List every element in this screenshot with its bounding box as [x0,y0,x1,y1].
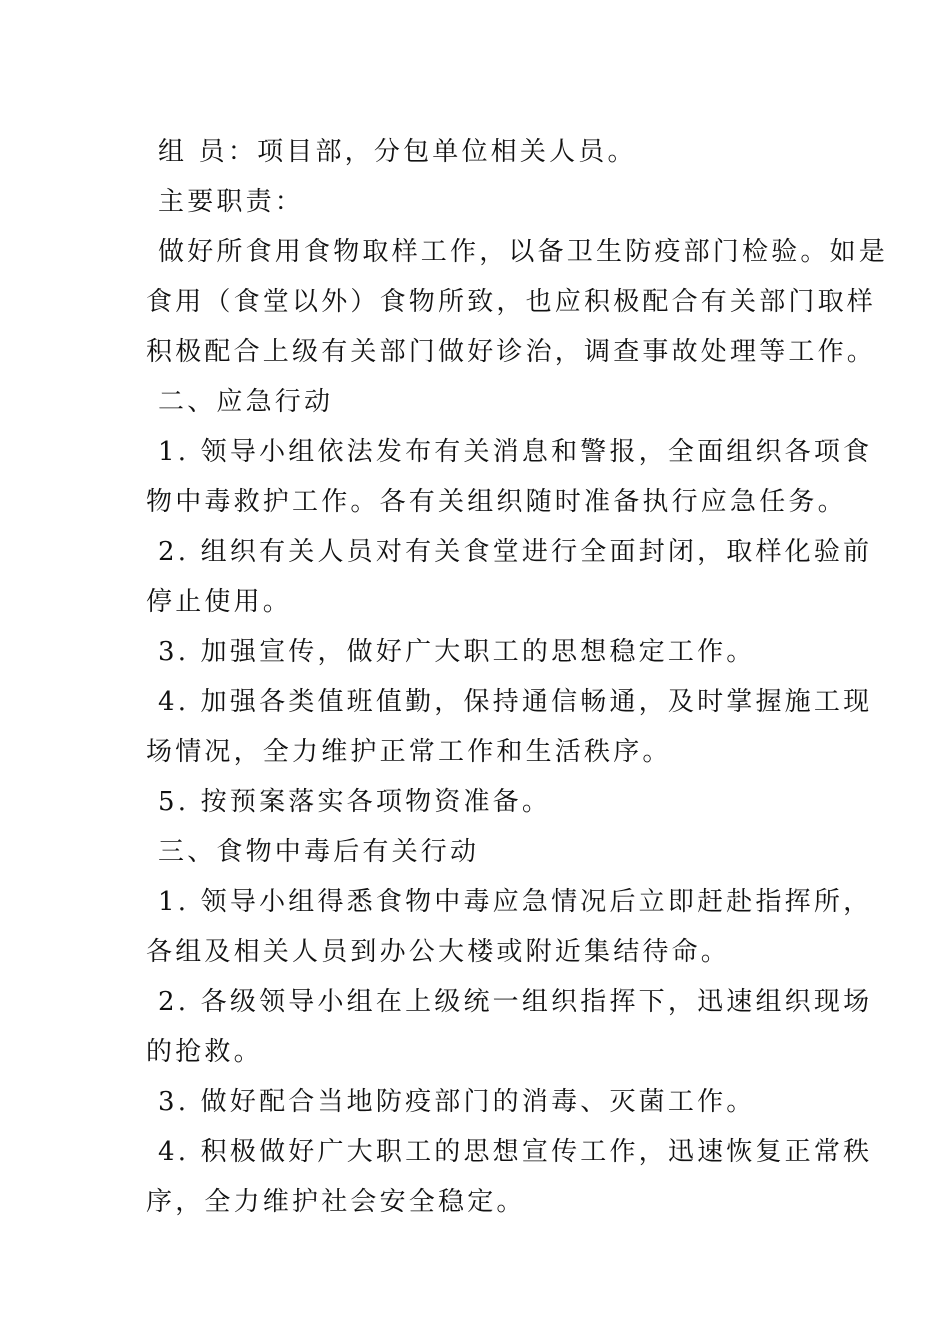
list-item-line: 2. 各级领导小组在上级统一组织指挥下，迅速组织现场 [158,987,873,1017]
section-heading-after-poisoning: 三、食物中毒后有关行动 [158,837,480,867]
section-heading-emergency-action: 二、应急行动 [158,387,334,417]
list-item-line: 5. 按预案落实各项物资准备。 [158,787,552,817]
list-item-line: 1. 领导小组依法发布有关消息和警报，全面组织各项食 [158,437,873,467]
list-item-line: 物中毒救护工作。各有关组织随时准备执行应急任务。 [146,487,847,517]
duties-paragraph-line: 做好所食用食物取样工作，以备卫生防疫部门检验。如是 [158,237,889,267]
list-item-line: 停止使用。 [146,587,293,617]
list-item-line: 4. 积极做好广大职工的思想宣传工作，迅速恢复正常秩 [158,1137,873,1167]
list-item-line: 1. 领导小组得悉食物中毒应急情况后立即赶赴指挥所， [158,887,873,917]
list-item-line: 4. 加强各类值班值勤，保持通信畅通，及时掌握施工现 [158,687,873,717]
duties-paragraph-line: 食用（食堂以外）食物所致，也应积极配合有关部门取样 [146,287,877,317]
list-item-line: 2. 组织有关人员对有关食堂进行全面封闭，取样化验前 [158,537,873,567]
list-item-line: 3. 做好配合当地防疫部门的消毒、灭菌工作。 [158,1087,756,1117]
list-item-line: 序，全力维护社会安全稳定。 [146,1187,526,1217]
list-item-line: 各组及相关人员到办公大楼或附近集结待命。 [146,937,731,967]
list-item-line: 3. 加强宣传，做好广大职工的思想稳定工作。 [158,637,756,667]
duties-paragraph-line: 积极配合上级有关部门做好诊治，调查事故处理等工作。 [146,337,877,367]
list-item-line: 的抢救。 [146,1037,263,1067]
members-line: 组 员：项目部，分包单位相关人员。 [158,137,637,167]
duties-heading: 主要职责： [158,187,305,217]
list-item-line: 场情况，全力维护正常工作和生活秩序。 [146,737,672,767]
